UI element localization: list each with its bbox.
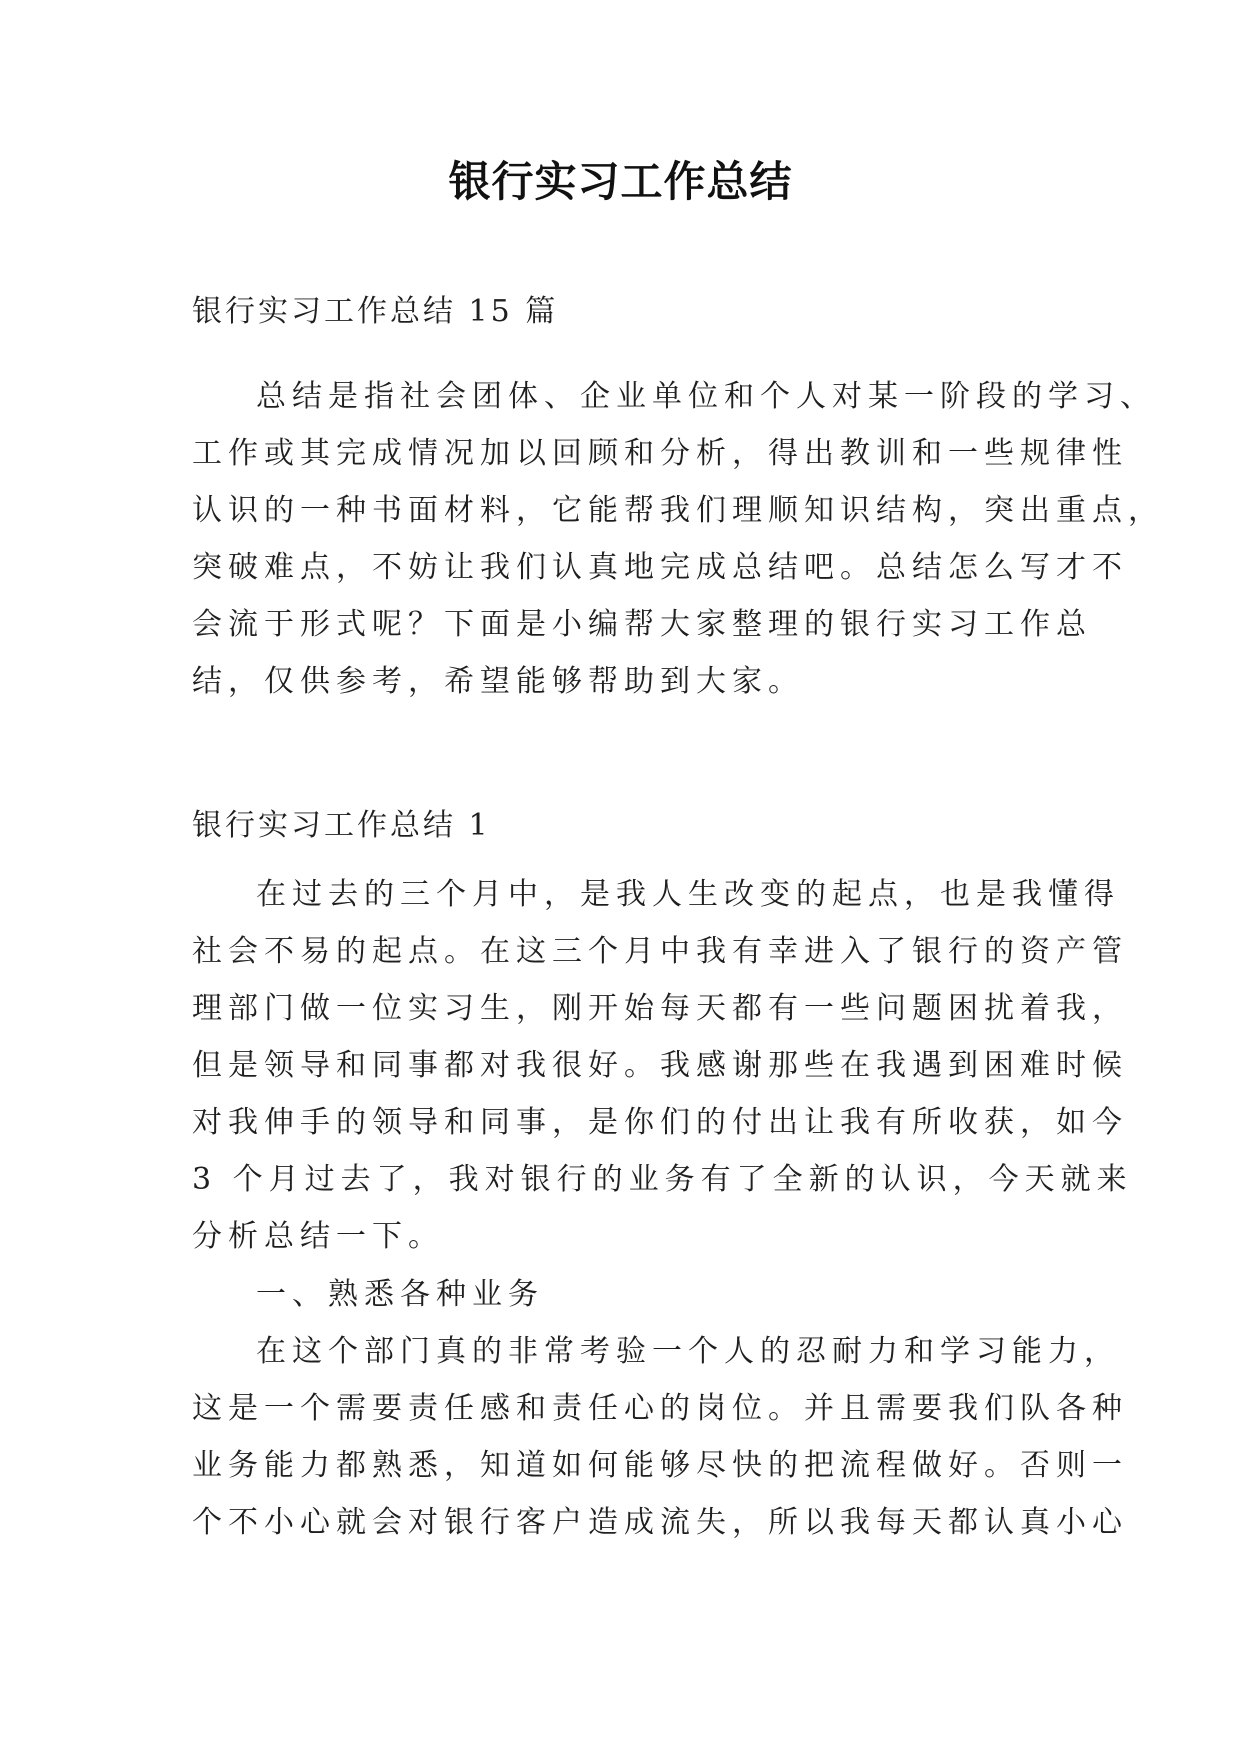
document-subtitle: 银行实习工作总结 15 篇 bbox=[192, 294, 559, 329]
paragraph-line: 个不小心就会对银行客户造成流失，所以我每天都认真小心 bbox=[192, 1505, 1128, 1540]
paragraph-line: 在过去的三个月中，是我人生改变的起点，也是我懂得 bbox=[256, 877, 1120, 912]
document-title: 银行实习工作总结 bbox=[448, 157, 793, 206]
paragraph-line: 认识的一种书面材料，它能帮我们理顺知识结构，突出重点， bbox=[192, 493, 1164, 528]
paragraph-line: 对我伸手的领导和同事，是你们的付出让我有所收获，如今 bbox=[192, 1105, 1128, 1140]
paragraph-line: 社会不易的起点。在这三个月中我有幸进入了银行的资产管 bbox=[192, 934, 1128, 969]
paragraph-line: 业务能力都熟悉，知道如何能够尽快的把流程做好。否则一 bbox=[192, 1448, 1128, 1483]
section1b-paragraph bbox=[192, 1323, 1128, 1551]
paragraph-line: 突破难点，不妨让我们认真地完成总结吧。总结怎么写才不 bbox=[192, 550, 1128, 585]
paragraph-line: 结，仅供参考，希望能够帮助到大家。 bbox=[192, 664, 804, 699]
subheading-block bbox=[192, 1266, 1056, 1323]
paragraph-line: 工作或其完成情况加以回顾和分析，得出教训和一些规律性 bbox=[192, 436, 1128, 471]
paragraph-line: 但是领导和同事都对我很好。我感谢那些在我遇到困难时候 bbox=[192, 1048, 1128, 1083]
paragraph-line: 理部门做一位实习生，刚开始每天都有一些问题困扰着我， bbox=[192, 991, 1128, 1026]
paragraph-line: 在这个部门真的非常考验一个人的忍耐力和学习能力， bbox=[256, 1334, 1120, 1369]
section1-paragraph bbox=[192, 866, 1133, 1265]
paragraph-line: 会流于形式呢？下面是小编帮大家整理的银行实习工作总 bbox=[192, 607, 1092, 642]
paragraph-line: 3 个月过去了，我对银行的业务有了全新的认识，今天就来 bbox=[192, 1162, 1133, 1197]
section-heading: 银行实习工作总结 1 bbox=[192, 808, 491, 843]
paragraph-line: 总结是指社会团体、企业单位和个人对某一阶段的学习、 bbox=[256, 379, 1156, 414]
intro-paragraph bbox=[192, 368, 1164, 710]
subheading: 一、熟悉各种业务 bbox=[256, 1277, 544, 1312]
paragraph-line: 这是一个需要责任感和责任心的岗位。并且需要我们队各种 bbox=[192, 1391, 1128, 1426]
paragraph-line: 分析总结一下。 bbox=[192, 1219, 444, 1254]
